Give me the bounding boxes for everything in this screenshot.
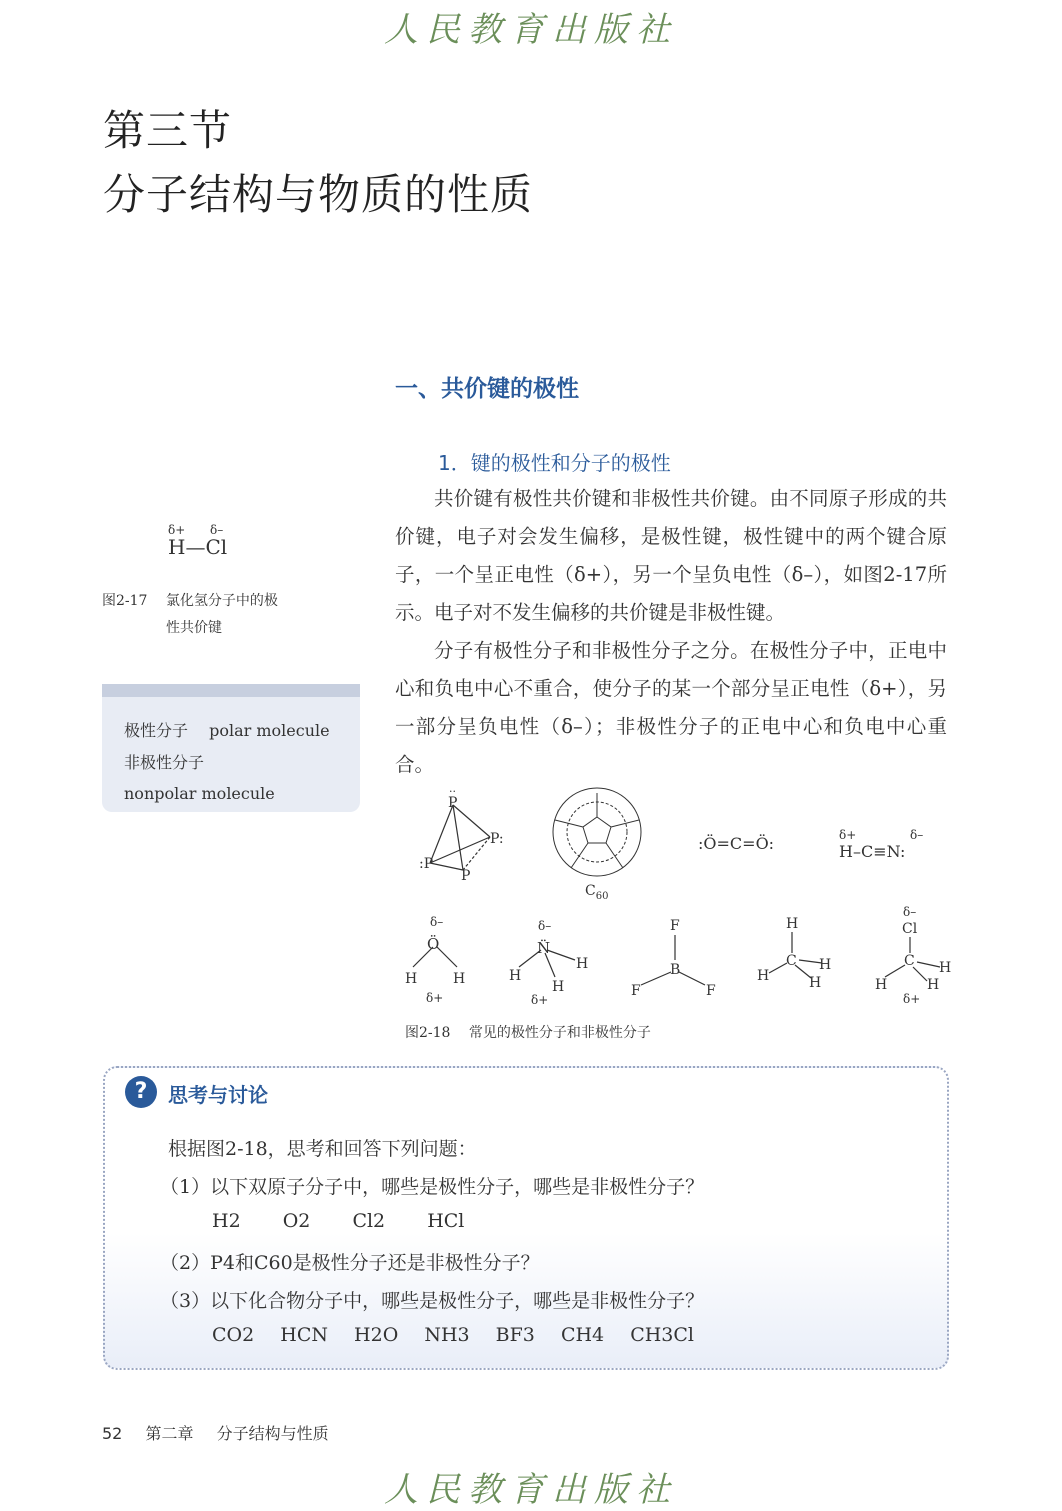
formula-item: H2: [212, 1210, 241, 1232]
formula-item: CO2: [212, 1324, 255, 1346]
svg-text:δ–: δ–: [903, 905, 917, 919]
svg-text:P: P: [461, 868, 471, 884]
discussion-intro: 根据图2-18，思考和回答下列问题：: [168, 1138, 477, 1160]
svg-text:δ–: δ–: [538, 919, 552, 933]
svg-text:H: H: [875, 977, 888, 993]
vocab-polar-cn: 极性分子: [124, 721, 189, 740]
svg-text:δ+: δ+: [839, 828, 857, 842]
svg-text:δ–: δ–: [430, 915, 444, 929]
svg-text:Ö: Ö: [427, 935, 440, 953]
vocab-polar: [124, 718, 330, 741]
page-footer: [102, 1421, 329, 1444]
svg-text:δ+: δ+: [531, 993, 549, 1007]
footer-chapter-title: 分子结构与性质: [216, 1424, 329, 1443]
vocabulary-box-header: [102, 684, 360, 697]
question-1: （1）以下双原子分子中，哪些是极性分子，哪些是非极性分子？: [160, 1176, 705, 1198]
section-title: 分子结构与物质的性质: [103, 170, 534, 219]
caption-text-line2: 性共价键: [166, 620, 222, 636]
c60-molecule: [553, 788, 641, 876]
svg-text:H: H: [757, 968, 770, 984]
svg-text:F: F: [706, 983, 716, 999]
page-number: 52: [102, 1424, 123, 1443]
delta-plus-label: δ+: [168, 523, 186, 537]
svg-text:δ–: δ–: [910, 828, 924, 842]
formula-item: CH3Cl: [630, 1324, 694, 1346]
caption-number: 图2-18: [405, 1025, 451, 1041]
svg-text:H: H: [786, 916, 799, 932]
discussion-title: 思考与讨论: [168, 1083, 268, 1107]
question-3-items: [212, 1324, 694, 1346]
subsection-heading: 一、共价键的极性: [395, 376, 579, 402]
formula-item: HCl: [427, 1210, 465, 1232]
hcn-structure: H–C≡N:: [839, 842, 906, 861]
question-1-items: [212, 1210, 464, 1232]
question-3: （3）以下化合物分子中，哪些是极性分子，哪些是非极性分子？: [160, 1290, 705, 1312]
figure-2-18-diagram: [395, 785, 955, 1020]
formula-item: O2: [282, 1210, 311, 1232]
svg-text:P:: P:: [490, 831, 504, 847]
svg-text:H: H: [576, 956, 589, 972]
vocab-polar-en: polar molecule: [209, 721, 330, 740]
caption-text: 常见的极性分子和非极性分子: [468, 1025, 651, 1041]
formula-item: BF3: [495, 1324, 535, 1346]
svg-text:··: ··: [449, 785, 456, 798]
topic-heading: 1．键的极性和分子的极性: [438, 451, 671, 475]
svg-text:B: B: [670, 962, 681, 978]
formula-item: H2O: [354, 1324, 399, 1346]
svg-text:H: H: [927, 977, 940, 993]
figure-2-17-caption: [102, 590, 278, 610]
p4-molecule: [430, 805, 490, 870]
svg-text:δ+: δ+: [903, 992, 921, 1006]
caption-number: 图2-17: [102, 593, 148, 609]
paragraph-bond-polarity: 共价键有极性共价键和非极性共价键。由不同原子形成的共价键，电子对会发生偏移，是极性键，极性键中的两个键合原子，一个呈正电性（δ+），另一个呈负电性（δ–），如图2-17所示。电子对不发生偏移的共价键是非极性键。: [395, 487, 947, 624]
svg-text:H: H: [405, 971, 418, 987]
svg-text:H: H: [453, 971, 466, 987]
svg-text:H: H: [819, 957, 832, 973]
svg-text::P: :P: [419, 856, 434, 872]
svg-text:H: H: [939, 960, 952, 976]
svg-text:F: F: [631, 983, 641, 999]
svg-text:N̈: N̈: [537, 939, 551, 957]
section-number: 第三节: [103, 106, 233, 155]
svg-text:H: H: [552, 979, 565, 995]
question-icon: ?: [125, 1076, 157, 1108]
figure-2-18-caption: [405, 1022, 651, 1042]
svg-text:H: H: [809, 975, 822, 991]
paragraph-molecule-polarity: 分子有极性分子和非极性分子之分。在极性分子中，正电中心和负电中心不重合，使分子的某一个部分呈正电性（δ+），另一部分呈负电性（δ–）；非极性分子的正电中心和负电中心重合。: [395, 639, 947, 776]
vocab-nonpolar-cn: 非极性分子: [124, 753, 205, 772]
body-text: [395, 480, 947, 784]
publisher-header: 人民教育出版社: [384, 10, 678, 50]
vocab-nonpolar-en: nonpolar molecule: [124, 784, 275, 803]
formula-item: CH4: [560, 1324, 605, 1346]
delta-minus-label: δ–: [210, 523, 224, 537]
svg-text:δ+: δ+: [426, 991, 444, 1005]
hcl-formula: H—Cl: [168, 535, 228, 559]
formula-item: Cl2: [352, 1210, 386, 1232]
formula-item: HCN: [280, 1324, 328, 1346]
svg-text:Cl: Cl: [902, 921, 918, 937]
publisher-footer: 人民教育出版社: [384, 1470, 678, 1510]
svg-text:F: F: [670, 918, 680, 934]
svg-text:H: H: [509, 968, 522, 984]
formula-item: NH3: [424, 1324, 470, 1346]
caption-text-line1: 氯化氢分子中的极: [165, 593, 278, 609]
svg-text:P: P: [448, 795, 458, 811]
question-2: （2）P4和C60是极性分子还是非极性分子？: [160, 1252, 540, 1274]
svg-text:C: C: [786, 953, 797, 969]
footer-chapter: 第二章: [145, 1424, 194, 1443]
svg-text:C: C: [904, 953, 915, 969]
c60-label: $C_{60}$: [585, 883, 609, 902]
co2-structure: :Ö=C=Ö:: [698, 834, 775, 853]
